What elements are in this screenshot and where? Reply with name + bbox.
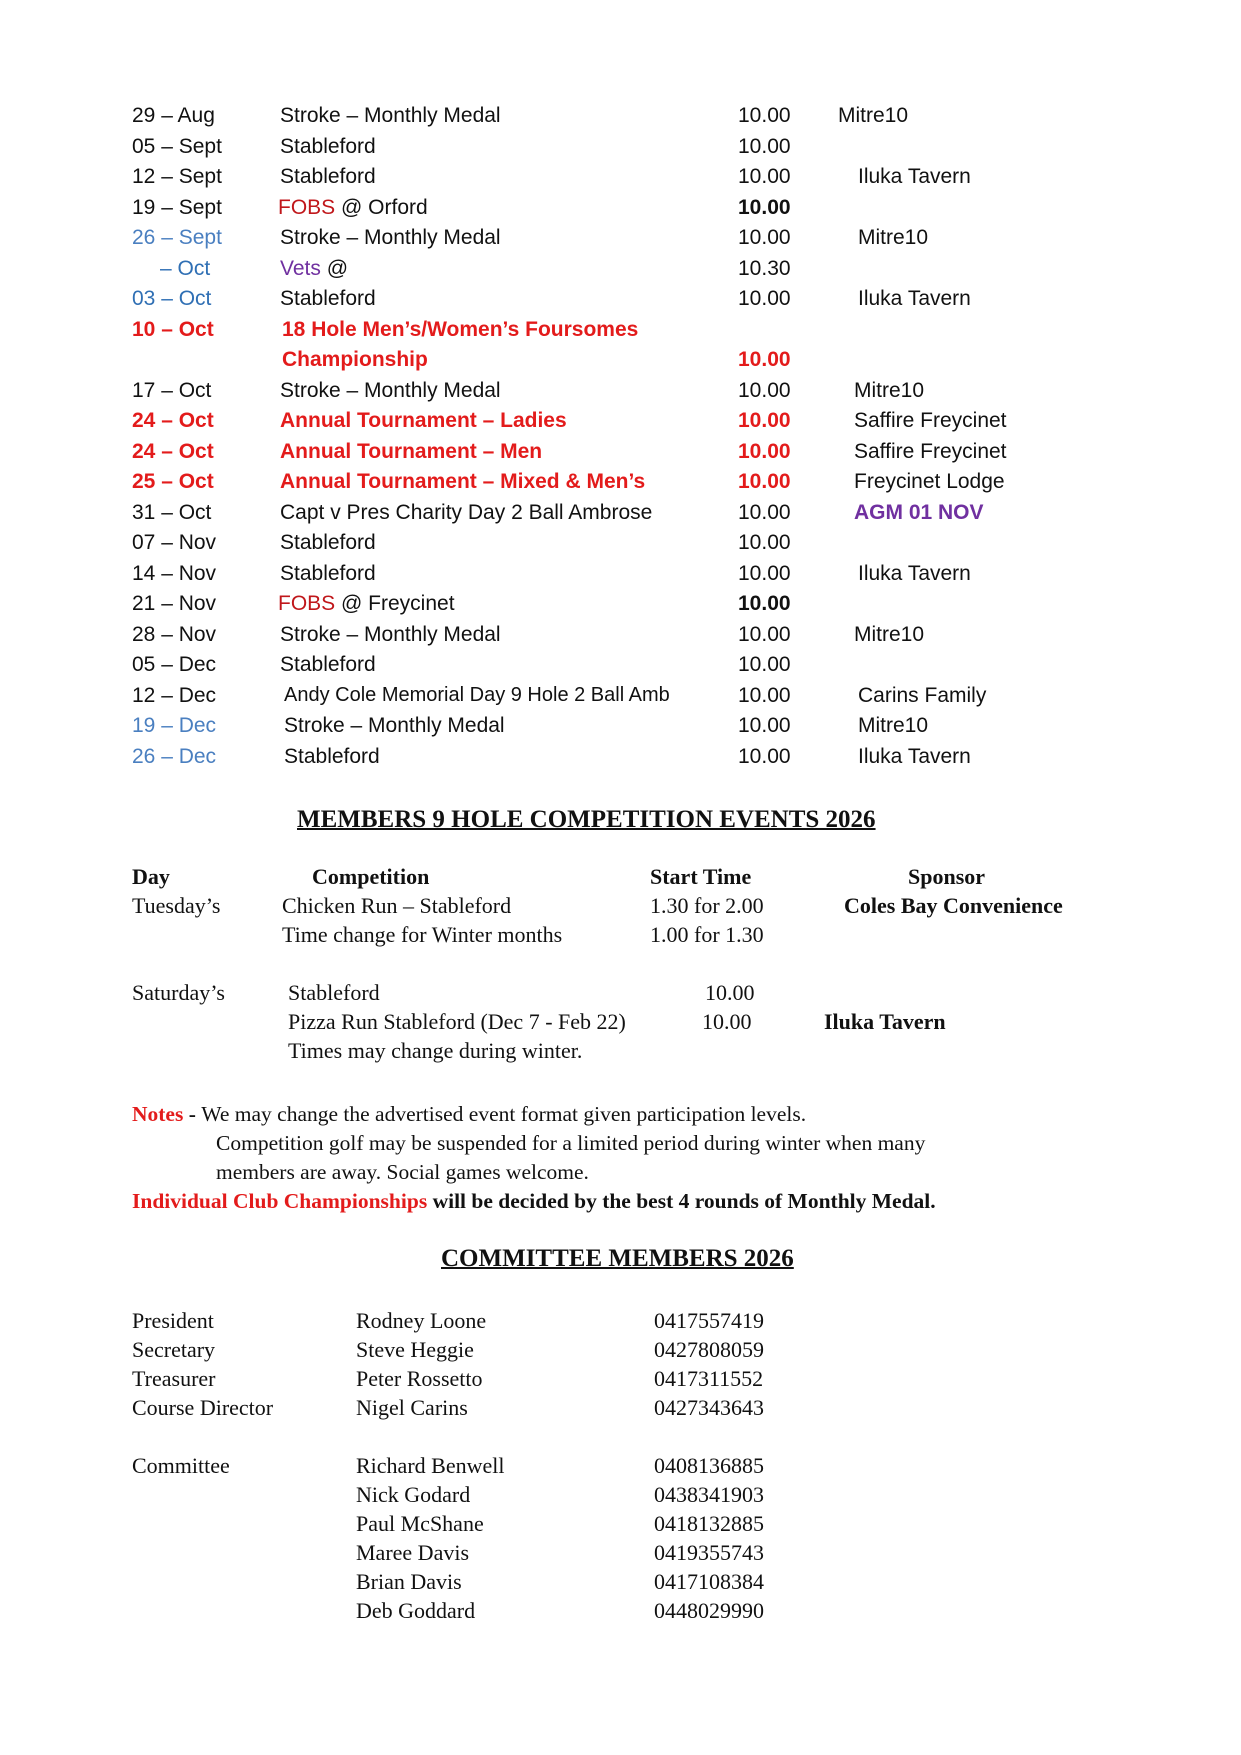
event-date: 26 – Dec — [132, 744, 217, 768]
start-time: 1.00 for 1.30 — [650, 922, 764, 947]
role: Treasurer — [132, 1366, 216, 1391]
event-date: 28 – Nov — [132, 622, 217, 646]
event-sponsor: Saffire Freycinet — [854, 439, 1007, 463]
member-name: Brian Davis — [356, 1569, 462, 1594]
phone-number: 0418132885 — [654, 1511, 764, 1536]
header-day: Day — [132, 864, 170, 889]
event-date: 31 – Oct — [132, 500, 212, 524]
phone-number: 0417108384 — [654, 1569, 764, 1594]
event-date: 24 – Oct — [132, 439, 214, 463]
notes-line: members are away. Social games welcome. — [216, 1160, 589, 1184]
event-sponsor: Freycinet Lodge — [854, 470, 1005, 493]
event-sponsor: Iluka Tavern — [858, 561, 971, 585]
member-name: Maree Davis — [356, 1540, 470, 1565]
event-name: Stableford — [280, 287, 376, 310]
competition: Stableford — [288, 980, 380, 1005]
notes-label: Notes — [132, 1102, 184, 1126]
phone-number: 0438341903 — [654, 1482, 764, 1507]
event-name: Stroke – Monthly Medal — [280, 226, 501, 249]
event-name: 18 Hole Men’s/Women’s Foursomes — [282, 317, 639, 341]
header-competition: Competition — [312, 864, 430, 889]
header-sponsor: Sponsor — [908, 864, 986, 889]
member-name: Steve Heggie — [356, 1337, 474, 1362]
event-name: Andy Cole Memorial Day 9 Hole 2 Ball Amb — [284, 683, 670, 706]
event-sponsor: Mitre10 — [858, 226, 929, 249]
event-name: Annual Tournament – Mixed & Men’s — [280, 470, 646, 493]
role: President — [132, 1308, 214, 1333]
event-name: Vets @ — [280, 256, 349, 280]
event-sponsor: Saffire Freycinet — [854, 409, 1007, 432]
event-name: Stroke – Monthly Medal — [284, 714, 505, 737]
start-time: 10.00 — [705, 980, 755, 1005]
event-name: Annual Tournament – Ladies — [280, 409, 567, 432]
sponsor: Iluka Tavern — [824, 1009, 946, 1034]
event-name: Stroke – Monthly Medal — [280, 622, 501, 646]
event-time: 10.00 — [738, 531, 791, 554]
competition: Pizza Run Stableford (Dec 7 - Feb 22) — [288, 1009, 626, 1034]
phone-number: 0408136885 — [654, 1453, 764, 1478]
start-time: 1.30 for 2.00 — [650, 893, 764, 918]
event-name: Capt v Pres Charity Day 2 Ball Ambrose — [280, 500, 653, 524]
notes-line: Competition golf may be suspended for a limited period during winter when many — [216, 1131, 926, 1155]
event-sponsor: Mitre10 — [854, 622, 925, 646]
member-name: Paul McShane — [356, 1511, 484, 1536]
committee-heading: COMMITTEE MEMBERS 2026 — [441, 1245, 794, 1272]
event-name: Stableford — [280, 653, 376, 676]
championship-note: Individual Club Championships will be decided by the best 4 rounds of Monthly Medal. — [132, 1189, 936, 1213]
phone-number: 0419355743 — [654, 1540, 764, 1565]
event-date: 12 – Sept — [132, 165, 222, 188]
event-date: 17 – Oct — [132, 378, 212, 402]
event-date: 29 – Aug — [132, 104, 215, 127]
event-time: 10.00 — [738, 683, 791, 707]
event-name: Stableford — [280, 134, 376, 158]
event-name: Annual Tournament – Men — [280, 439, 543, 463]
event-time: 10.00 — [738, 561, 791, 585]
event-time: 10.00 — [738, 134, 791, 158]
phone-number: 0427808059 — [654, 1337, 764, 1362]
event-time: 10.00 — [738, 226, 791, 249]
member-name: Nick Godard — [356, 1482, 471, 1507]
day: Saturday’s — [132, 980, 225, 1005]
championship-label: Individual Club Championships — [132, 1189, 428, 1213]
notes-section — [132, 1102, 936, 1218]
event-time: 10.00 — [738, 653, 791, 676]
event-time: 10.00 — [738, 744, 791, 768]
event-date: 19 – Dec — [132, 714, 217, 737]
event-date: 14 – Nov — [132, 561, 217, 585]
event-sponsor: Iluka Tavern — [858, 287, 971, 310]
event-name: Stroke – Monthly Medal — [280, 378, 501, 402]
event-date: 24 – Oct — [132, 409, 214, 432]
event-time: 10.30 — [738, 256, 791, 280]
phone-number: 0417311552 — [654, 1366, 764, 1391]
member-name: Nigel Carins — [356, 1395, 468, 1420]
sponsor: Coles Bay Convenience — [844, 893, 1063, 918]
event-date: 25 – Oct — [132, 470, 214, 493]
event-time: 10.00 — [738, 592, 791, 615]
event-time: 10.00 — [738, 500, 791, 524]
event-time: 10.00 — [738, 439, 791, 463]
event-date: 03 – Oct — [132, 287, 212, 310]
role: Committee — [132, 1453, 230, 1478]
event-date: 10 – Oct — [132, 317, 214, 341]
phone-number: 0417557419 — [654, 1308, 764, 1333]
event-sponsor: Iluka Tavern — [858, 744, 971, 768]
event-date: 19 – Sept — [132, 195, 222, 219]
member-name: Richard Benwell — [356, 1453, 505, 1478]
role: Course Director — [132, 1395, 274, 1420]
event-time: 10.00 — [738, 165, 791, 188]
event-time: 10.00 — [738, 195, 791, 219]
event-date: 26 – Sept — [132, 226, 222, 249]
member-name: Peter Rossetto — [356, 1366, 483, 1391]
event-date: 07 – Nov — [132, 531, 217, 554]
event-time: 10.00 — [738, 714, 791, 737]
event-name: Stableford — [280, 531, 376, 554]
event-sponsor: Mitre10 — [854, 378, 925, 402]
event-name: Championship — [282, 348, 428, 371]
event-name: Stableford — [280, 561, 376, 585]
event-date: 05 – Sept — [132, 134, 222, 158]
event-time: 10.00 — [738, 378, 791, 402]
event-sponsor: Mitre10 — [838, 104, 909, 127]
event-time: 10.00 — [738, 409, 791, 432]
event-time: 10.00 — [738, 104, 791, 127]
event-name: FOBS @ Orford — [278, 195, 428, 219]
event-time: 10.00 — [738, 348, 791, 371]
day: Tuesday’s — [132, 893, 221, 918]
event-name: Stableford — [284, 744, 380, 768]
event-date: 21 – Nov — [132, 592, 217, 615]
fobs-label: FOBS — [278, 592, 336, 615]
event-sponsor: Mitre10 — [858, 714, 929, 737]
event-time: 10.00 — [738, 470, 791, 493]
event-name: Stableford — [280, 165, 376, 188]
agm-notice: AGM 01 NOV — [854, 500, 984, 524]
event-name: FOBS @ Freycinet — [278, 592, 455, 615]
member-name: Rodney Loone — [356, 1308, 487, 1333]
event-date: 12 – Dec — [132, 683, 217, 707]
event-date: – Oct — [160, 256, 211, 280]
vets-label: Vets — [280, 256, 321, 280]
event-time: 10.00 — [738, 287, 791, 310]
fobs-label: FOBS — [278, 195, 336, 219]
competition-note: Times may change during winter. — [288, 1038, 583, 1063]
phone-number: 0427343643 — [654, 1395, 764, 1420]
event-date: 05 – Dec — [132, 653, 217, 676]
nine-hole-heading: MEMBERS 9 HOLE COMPETITION EVENTS 2026 — [297, 806, 876, 833]
notes-line: Notes - We may change the advertised event format given participation levels. — [132, 1102, 807, 1126]
role: Secretary — [132, 1337, 216, 1362]
header-start-time: Start Time — [650, 864, 752, 889]
competition: Time change for Winter months — [282, 922, 563, 947]
event-sponsor: Iluka Tavern — [858, 165, 971, 188]
start-time: 10.00 — [702, 1009, 752, 1034]
event-sponsor: Carins Family — [858, 683, 987, 707]
phone-number: 0448029990 — [654, 1598, 764, 1623]
event-time: 10.00 — [738, 622, 791, 646]
member-name: Deb Goddard — [356, 1598, 476, 1623]
competition: Chicken Run – Stableford — [282, 893, 512, 918]
event-name: Stroke – Monthly Medal — [280, 104, 501, 127]
